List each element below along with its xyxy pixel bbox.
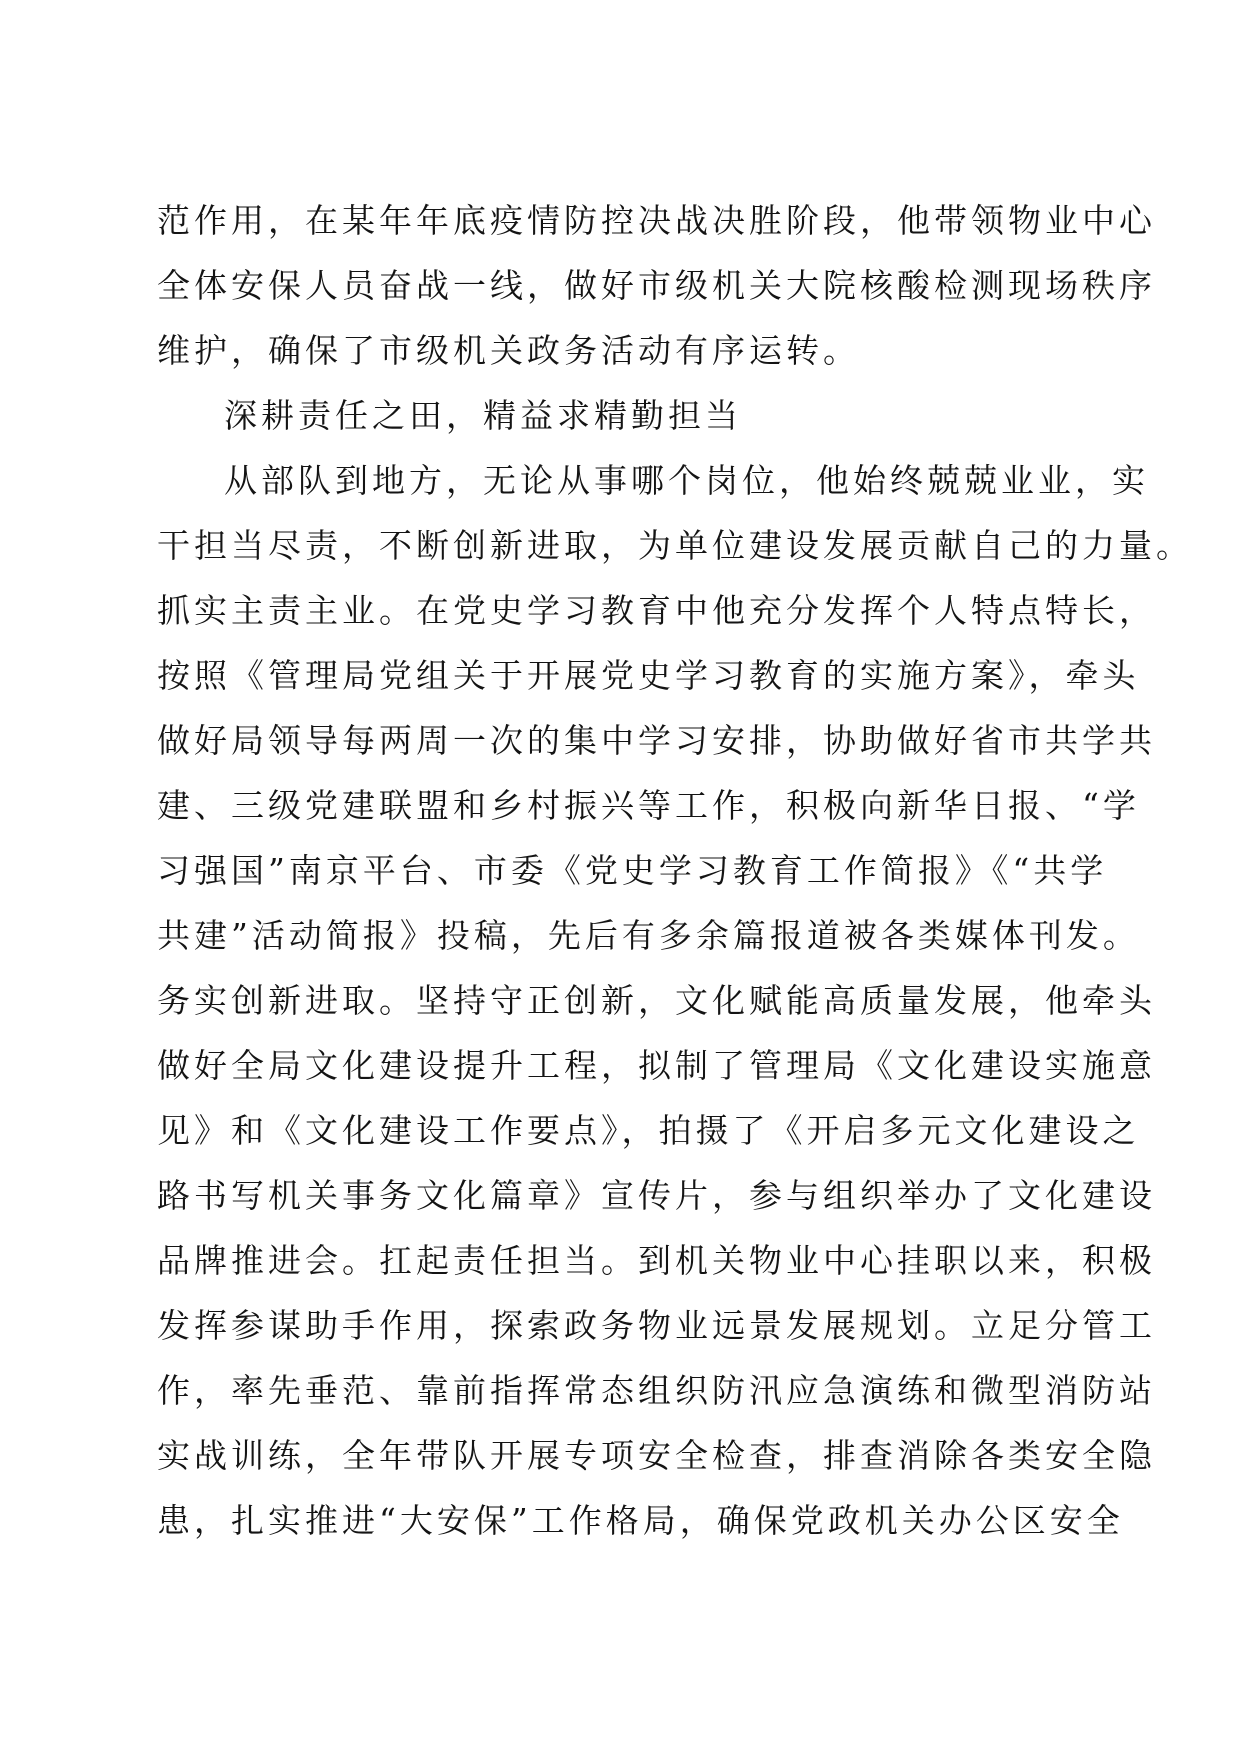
text-line: 发挥参谋助手作用，探索政务物业远景发展规划。立足分管工 — [157, 1306, 1156, 1345]
text-line: 做好全局文化建设提升工程，拟制了管理局《文化建设实施意 — [157, 1046, 1156, 1085]
document-body — [157, 188, 1193, 1553]
text-line: 务实创新进取。坚持守正创新，文化赋能高质量发展，他牵头 — [157, 981, 1156, 1020]
text-line: 维护，确保了市级机关政务活动有序运转。 — [157, 331, 860, 370]
text-line: 见》和《文化建设工作要点》，拍摄了《开启多元文化建设之 — [157, 1111, 1140, 1150]
text-line: 抓实主责主业。在党史学习教育中他充分发挥个人特点特长， — [157, 591, 1156, 630]
text-line: 建、三级党建联盟和乡村振兴等工作，积极向新华日报、“学 — [157, 786, 1140, 825]
text-line: 从部队到地方，无论从事哪个岗位，他始终兢兢业业，实 — [224, 461, 1149, 500]
text-line: 全体安保人员奋战一线，做好市级机关大院核酸检测现场秩序 — [157, 266, 1156, 305]
text-line: 患，扎实推进“大安保”工作格局，确保党政机关办公区安全 — [157, 1501, 1124, 1540]
text-line: 共建”活动简报》投稿，先后有多余篇报道被各类媒体刊发。 — [157, 916, 1140, 955]
text-line: 按照《管理局党组关于开展党史学习教育的实施方案》，牵头 — [157, 656, 1140, 695]
text-line: 品牌推进会。扛起责任担当。到机关物业中心挂职以来，积极 — [157, 1241, 1156, 1280]
text-line: 习强国”南京平台、市委《党史学习教育工作简报》《“共学 — [157, 851, 1108, 890]
text-line: 干担当尽责，不断创新进取，为单位建设发展贡献自己的力量。 — [157, 526, 1193, 565]
text-line: 路书写机关事务文化篇章》宣传片，参与组织举办了文化建设 — [157, 1176, 1156, 1215]
text-line: 作，率先垂范、靠前指挥常态组织防汛应急演练和微型消防站 — [157, 1371, 1156, 1410]
text-line: 范作用，在某年年底疫情防控决战决胜阶段，他带领物业中心 — [157, 201, 1156, 240]
text-line: 做好局领导每两周一次的集中学习安排，协助做好省市共学共 — [157, 721, 1156, 760]
section-heading: 深耕责任之田，精益求精勤担当 — [224, 396, 742, 435]
text-line: 实战训练，全年带队开展专项安全检查，排查消除各类安全隐 — [157, 1436, 1156, 1475]
